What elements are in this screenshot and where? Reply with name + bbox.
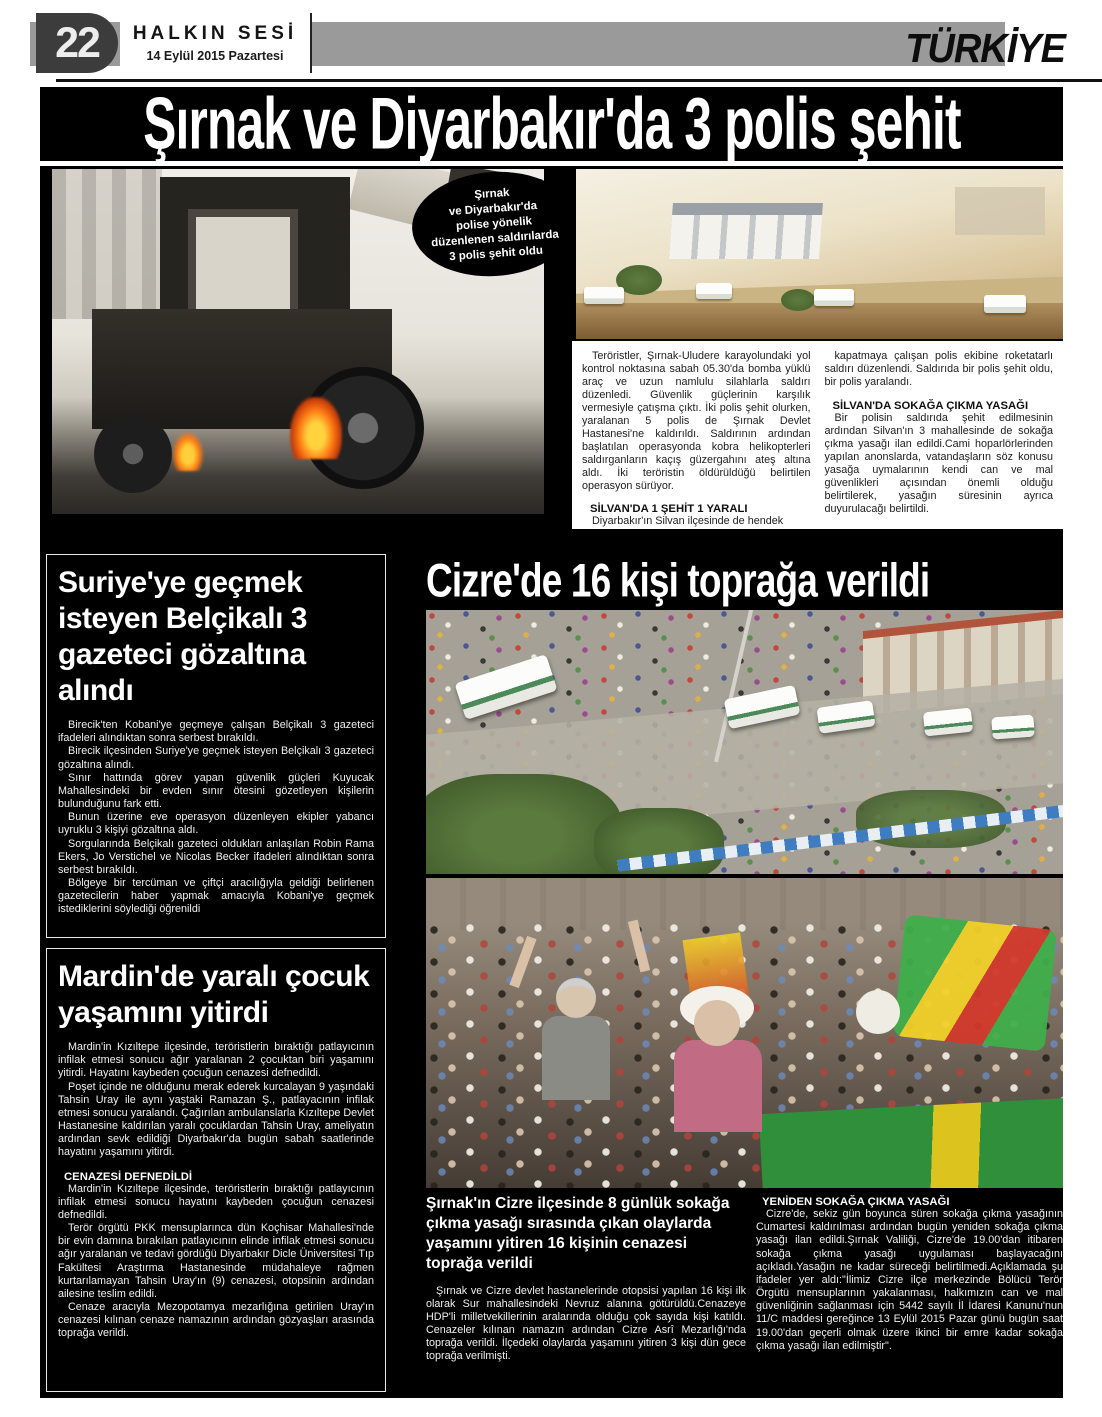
masthead-title: HALKIN SESİ	[132, 23, 298, 44]
photo-detail	[94, 415, 172, 493]
photo-cizre-funeral	[426, 878, 1063, 1188]
paragraph: Şırnak ve Cizre devlet hastanelerinde otopsisi yapılan 16 kişi ilk olarak Sur mahallesindeki Nevruz alanına götürüldü.Cenazeye HDP'li milletvekillerinin aralarında olduğu çok sayıda kişi katıldı. Cenazeler kılınan namazın ardından Cizre Asrî Mezarlığı'nda toprağa verildi. İlçedeki olaylarda yaşamını yitiren 3 kişi dün gece toprağa verilmişti.	[426, 1284, 746, 1363]
paragraph: Mardin'in Kızıltepe ilçesinde, teröristlerin bıraktığı patlayıcının infilak etmesi sonucu ağır yaralanan 2 çocuktan biri yaşamını yitirdi. Hayatını kaybeden çocuğun cenazesi defnedildi.	[58, 1041, 374, 1080]
cizre-lead: Şırnak'ın Cizre ilçesinde 8 günlük sokağa çıkma yasağı sırasında çıkan olaylarda yaşamını yitiren 16 kişinin cenazesi toprağa verildi	[426, 1195, 730, 1273]
photo-detail	[584, 287, 624, 304]
article-mardin-child	[46, 948, 386, 1392]
photo-detail	[426, 774, 622, 874]
callout-line: düzenlenen saldırılarda	[430, 228, 560, 249]
content-area	[40, 166, 1063, 1398]
article-belgian-journalists	[46, 554, 386, 938]
subhead: YENİDEN SOKAĞA ÇIKMA YASAĞI	[762, 1196, 950, 1208]
photo-detail	[674, 1040, 762, 1132]
photo-detail	[52, 169, 162, 319]
callout-line: 3 polis şehit oldu	[448, 244, 544, 263]
paragraph: Cizre'de, sekiz gün boyunca süren sokağa çıkma yasağının Cumartesi kaldırılması ardından bugün yeniden sokağa çıkma yasağı ilan edildi.Şırnak Valiliği, Cizre'de 19.00'dan itibaren sokağa çıkma yasağı uygulaması başlayacağını açıkladı.Yasağın ne kadar süreceği belirtilmedi.Açıklamada şu ifadeler yer aldı:"İlimiz Cizre ilçe merkezinde Bölücü Terör Örgütü mensuplarının yakalanması, halkımızın can ve mal güvenliğinin sağlanması için 5442 sayılı İl İdaresi Kanunu'nun 11/C maddesi gereğince 13 Eylül 2015 Pazar günü bugün saat 19.00'dan geçerli olmak üzere ikinci bir emre kadar sokağa çıkma yasağı ilan edilmiştir".	[756, 1208, 1063, 1352]
photo-detail	[923, 708, 973, 737]
subhead: CENAZESİ DEFNEDİLDİ	[64, 1170, 193, 1183]
photo-detail	[781, 289, 815, 311]
main-headline-banner	[40, 83, 1063, 165]
cizre-headline-text: Cizre'de 16 kişi toprağa verildi	[426, 554, 930, 608]
callout-line: ve Diyarbakır'da	[448, 199, 538, 218]
photo-detail	[696, 283, 732, 299]
paragraph: Mardin'in Kızıltepe ilçesinde, teröristlerin bıraktığı patlayıcının infilak etmesi sonucu hayatını kaybeden çocuğun cenazesi defnedildi.	[58, 1182, 374, 1221]
cizre-headline	[426, 554, 1063, 608]
paragraph: Bölgeye bir tercüman ve çiftçi aracılığıyla geldiği belirlenen gazetecilerin haber yapmak amacıyla Kobani'ye geçmek istediklerini söylediği öğrenildi	[58, 877, 374, 916]
photo-hillside-road	[576, 169, 1063, 339]
cizre-curfew-column	[756, 1194, 1063, 1400]
paragraph: Diyarbakır'ın Silvan ilçesinde de hendek	[592, 515, 784, 528]
header-rule	[56, 79, 1102, 82]
paragraph: Birecik ilçesinden Suriye'ye geçmek isteyen Belçikalı 3 gazeteci gözaltına alındı.	[58, 745, 374, 771]
paragraph: Terör örgütü PKK mensuplarınca dün Koçhisar Mahallesi'nde bir evin damına bırakılan patlayıcının elinde infilak etmesi sonucu ağır yaralanan ve tedavi gördüğü Diyarbakır Dicle Üniversitesi Tıp Fakültesi Araştırma Hastanesinde müdahaleye rağmen kurtarılamayan Tahsin Uray'ın (9) cenazesi, otopsinin ardından ailesine teslim edildi.	[58, 1222, 374, 1300]
photo-detail	[172, 431, 204, 471]
paragraph: Poşet içinde ne olduğunu merak ederek kurcalayan 9 yaşındaki Tahsin Uray ile aynı yaştaki Ramazan Ş., patlayacının infilak etmesi sonucu yaralandı. Çağırılan ambulanslarla Kızıltepe Devlet Hastanesine kaldırılan yaralı çocuklardan Tahsin Uray, ameliyatın ardından sevk edildiği Diyarbakır'da bugün sabah saatlerinde hayatını yaşamını yitirdi.	[58, 1080, 374, 1159]
paragraph: Cenaze aracıyla Mezopotamya mezarlığına getirilen Uray'ın cenazesi kılınan cenaze namazının ardından gözyaşları arasında toprağa verildi.	[58, 1301, 374, 1340]
top-story-text	[572, 341, 1063, 529]
paragraph: Sorgularında Belçikalı gazeteci oldukları anlaşılan Robin Rama Ekers, Jo Verstichel ve Nicolas Becker ifadeleri alındıktan sonra serbest bırakıldı.	[58, 837, 374, 876]
subhead: SİLVAN'DA SOKAĞA ÇIKMA YASAĞI	[832, 399, 1029, 412]
photo-detail	[814, 289, 854, 306]
photo-detail	[856, 990, 900, 1034]
article-headline: Mardin'de yaralı çocuk yaşamını yitirdi	[58, 960, 370, 1029]
paragraph: Bunun üzerine eve operasyon düzenleyen ekipler yabancı uyruklu 3 kişiyi gözaltına aldı.	[58, 811, 374, 837]
main-headline: Şırnak ve Diyarbakır'da 3 polis şehit	[142, 83, 961, 165]
photo-detail	[188, 209, 298, 319]
callout-line: polise yönelik	[455, 214, 533, 233]
cizre-caption-block	[426, 1194, 746, 1396]
paragraph: Teröristler, Şırnak-Uludere karayolundaki yol kontrol noktasına sabah 05.30'da bomba yüklü araç ve uzun namlulu silahlarla saldırı düzenledi. Güvenlik güçlerinin karşılık vermesiyle çatışma çıktı. İki polis şehit olurken, yaralanan 5 polis de Şırnak Devlet Hastanesi'ne kaldırıldı. Saldırının ardından başlatılan operasyonda kobra helikopterleri saldırganların kaçış güzergahını ateş altına aldı. İki teröristin öldürüldüğü belirtilen operasyon sürüyor.	[582, 350, 811, 492]
article-headline: Suriye'ye geçmek isteyen Belçikalı 3 gazeteci gözaltına alındı	[58, 566, 307, 707]
photo-detail	[991, 715, 1034, 740]
photo-detail	[955, 187, 1045, 235]
paragraph: kapatmaya çalışan polis ekibine roketatarlı saldırı düzenlendi. Saldırıda bir polis şehit oldu, bir polis yaralandı.	[824, 350, 1053, 388]
photo-detail	[454, 654, 557, 720]
top-story-col-1	[582, 350, 811, 528]
subhead: SİLVAN'DA 1 ŞEHİT 1 YARALI	[590, 503, 748, 516]
paragraph: Sınır hattında görev yapan güvenlik güçleri Kuyucak Mahallesindeki bir evden sınır ötesini gözetleyen kişilerin bulunduğunu fark etti.	[58, 771, 374, 811]
photo-detail	[556, 978, 596, 1018]
paragraph: Bir polisin saldırıda şehit edilmesinin ardından Silvan'ın 3 mahallesinde de sokağa çıkma yasağı ilan edildi.Cami hoparlörlerinden yapılan anonslarda, vatandaşların söz konusu yasağa uymalarının kendi can ve mal güvenlikleri açısından önemli olduğu belirtilerek, yasağın süresinin ayrıca duyurulacağı belirtildi.	[824, 411, 1053, 515]
callout-line: Şırnak	[473, 186, 510, 201]
section-label: TÜRKİYE	[905, 26, 1065, 72]
page-number: 22	[36, 13, 118, 73]
top-story-col-2	[825, 350, 1054, 520]
photo-detail	[984, 295, 1026, 313]
photo-detail	[893, 914, 1057, 1051]
masthead	[120, 13, 312, 73]
photo-detail	[290, 397, 342, 459]
photo-detail	[694, 1000, 740, 1046]
masthead-date: 14 Eylül 2015 Pazartesi	[146, 49, 284, 63]
photo-detail	[542, 1016, 610, 1100]
paragraph: Birecik'ten Kobani'ye geçmeye çalışan Belçikalı 3 gazeteci ifadeleri alındıktan sonra serbest bırakıldı.	[58, 719, 374, 745]
photo-cizre-crowd-aerial	[426, 610, 1063, 874]
photo-detail	[669, 203, 823, 259]
photo-detail	[759, 1098, 1063, 1188]
